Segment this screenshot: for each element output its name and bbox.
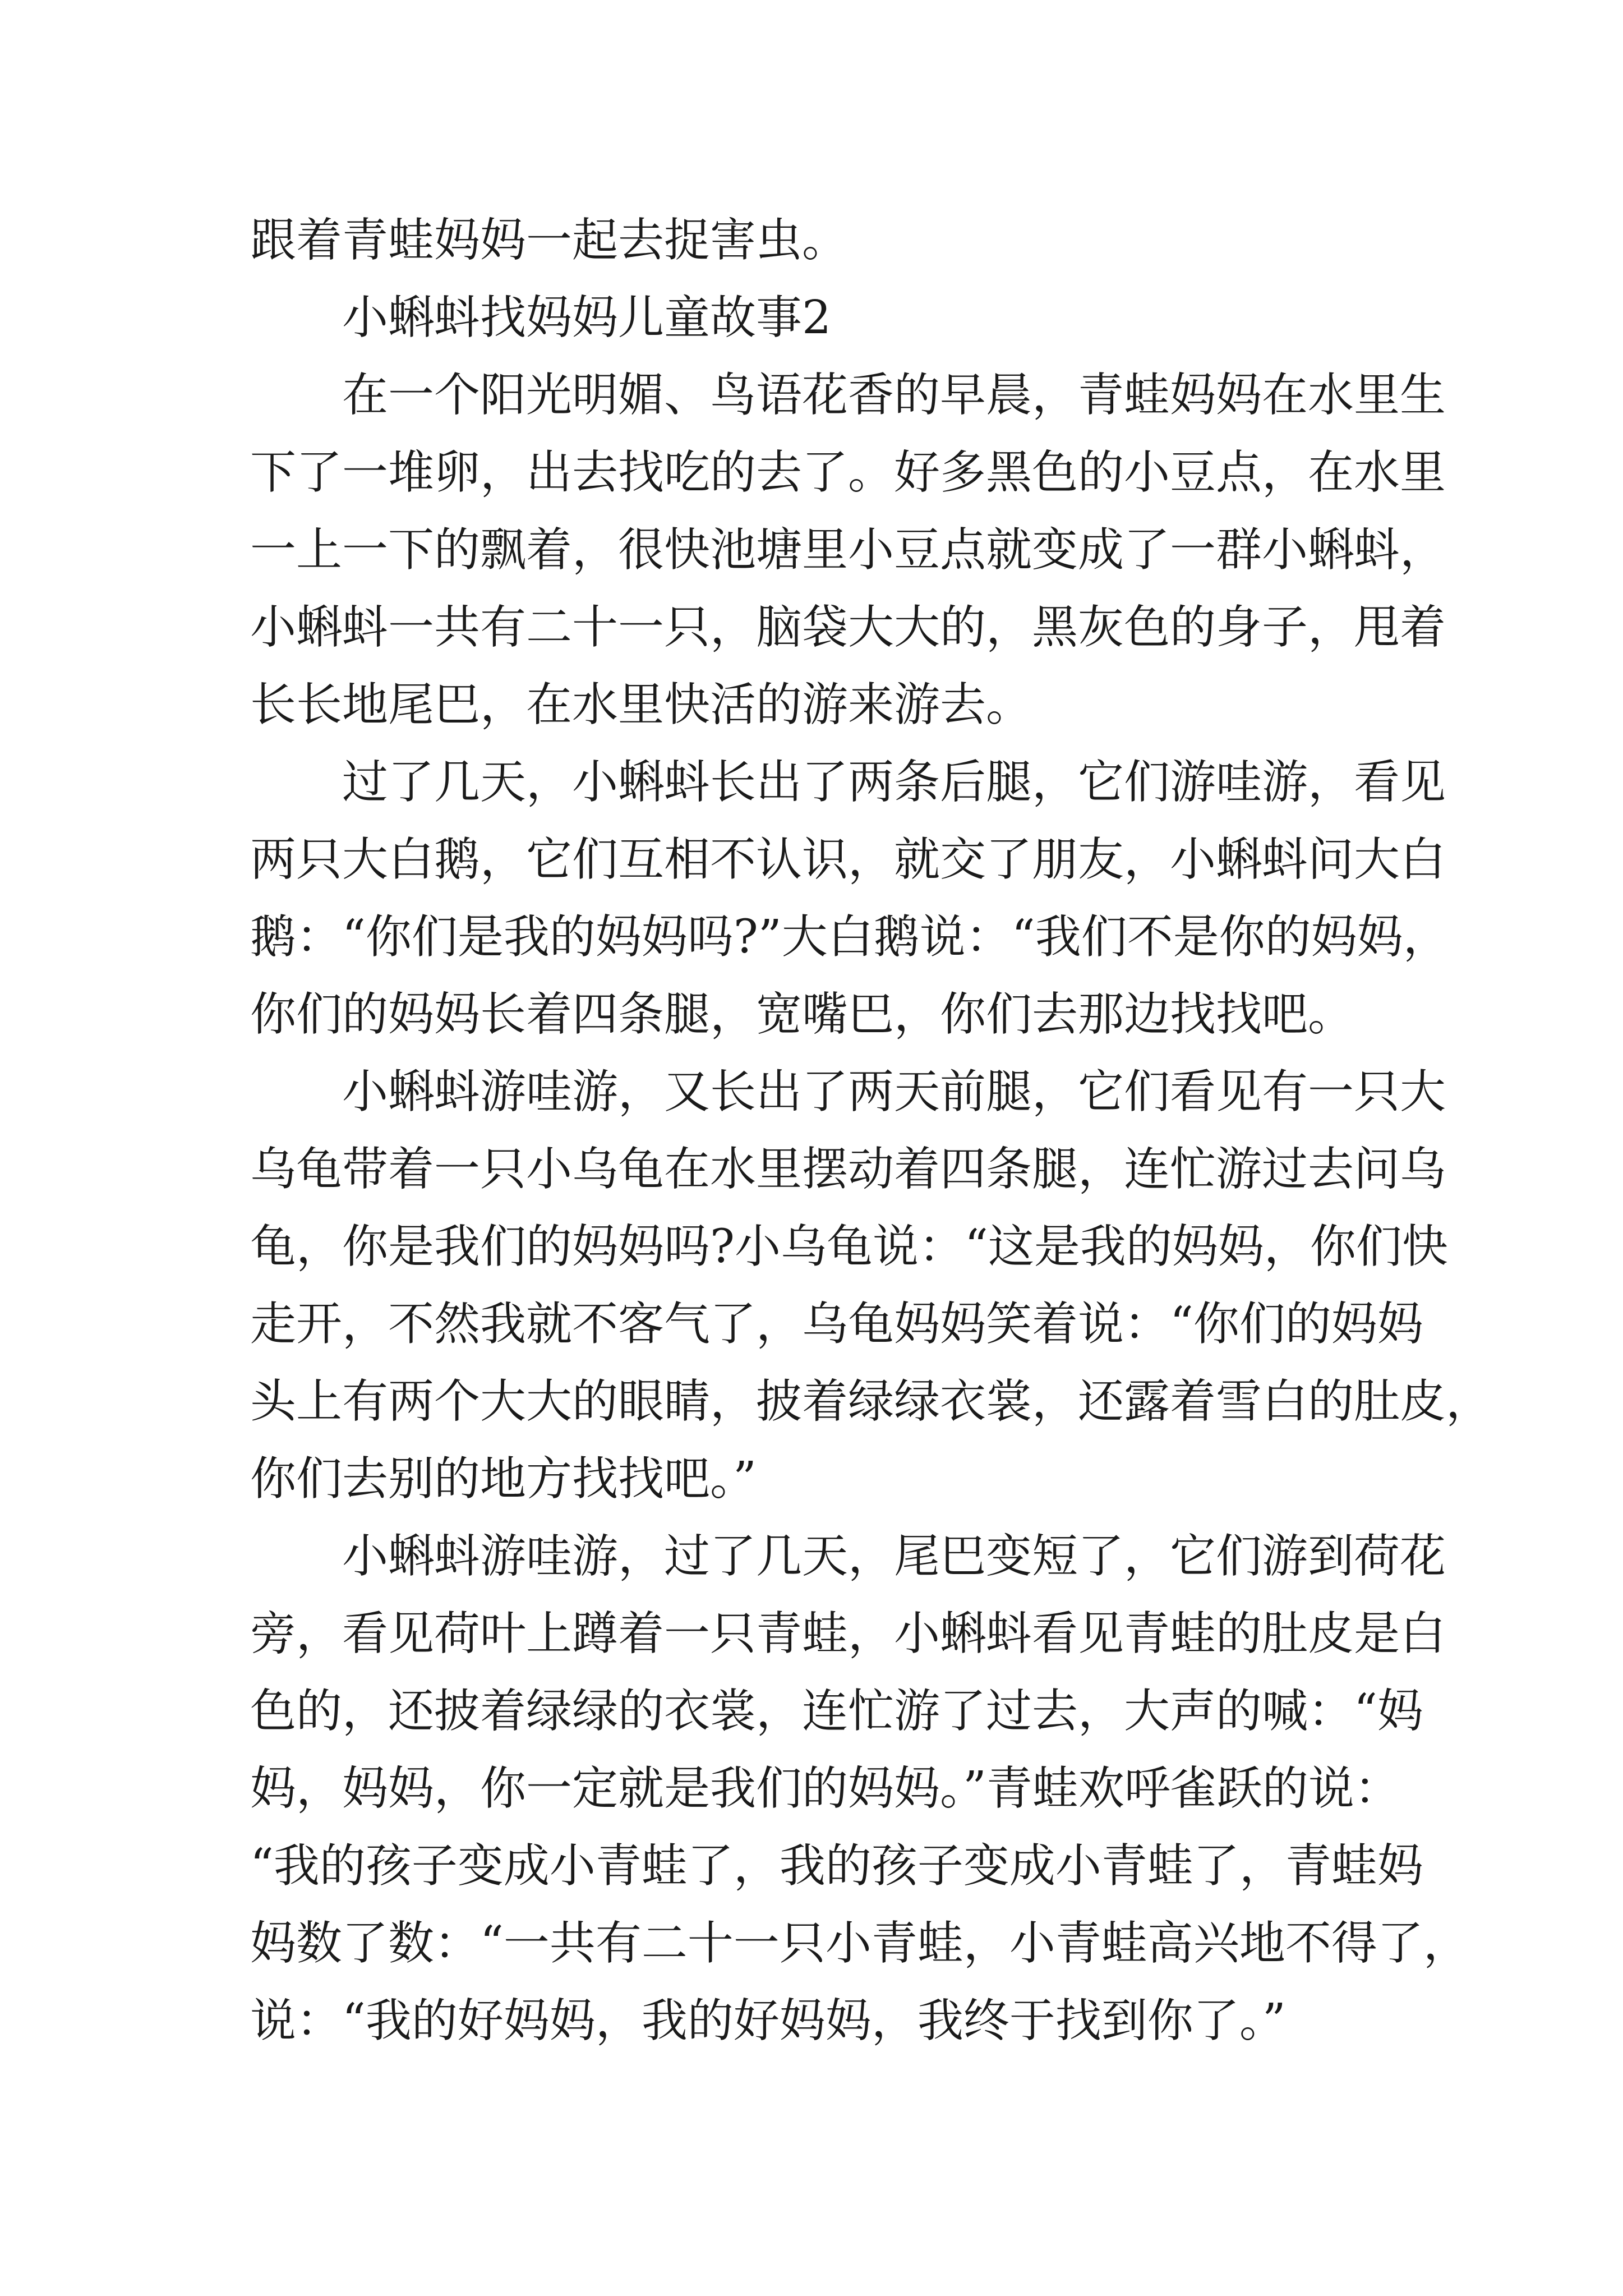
- text-line: 长长地尾巴，在水里快活的游来游去。: [250, 678, 1032, 731]
- text-line: 小蝌蚪一共有二十一只，脑袋大大的，黑灰色的身子，甩着: [250, 601, 1446, 654]
- paragraph-start-line: 小蝌蚪游哇游，又长出了两天前腿，它们看见有一只大: [342, 1065, 1446, 1119]
- text-line: 妈数了数：“一共有二十一只小青蛙，小青蛙高兴地不得了，: [250, 1917, 1469, 1970]
- story-text: [250, 202, 1492, 2060]
- text-line: 头上有两个大大的眼睛，披着绿绿衣裳，还露着雪白的肚皮，: [250, 1375, 1492, 1428]
- text-line: 下了一堆卵，出去找吃的去了。好多黑色的小豆点，在水里: [250, 446, 1446, 499]
- text-line: 说：“我的好妈妈，我的好妈妈，我终于找到你了。”: [250, 1994, 1286, 2047]
- paragraph-start-line: 小蝌蚪游哇游，过了几天，尾巴变短了，它们游到荷花: [342, 1530, 1446, 1583]
- text-line: 你们的妈妈长着四条腿，宽嘴巴，你们去那边找找吧。: [250, 988, 1354, 1041]
- text-line: 龟，你是我们的妈妈吗?小乌龟说：“这是我的妈妈，你们快: [250, 1220, 1448, 1273]
- text-line: 跟着青蛙妈妈一起去捉害虫。: [250, 214, 849, 267]
- text-line: 乌龟带着一只小乌龟在水里摆动着四条腿，连忙游过去问乌: [250, 1143, 1446, 1196]
- text-line: 色的，还披着绿绿的衣裳，连忙游了过去，大声的喊：“妈: [250, 1685, 1423, 1738]
- text-line: “我的孩子变成小青蛙了，我的孩子变成小青蛙了，青蛙妈: [250, 1839, 1423, 1893]
- paragraph-start-line: 过了几天，小蝌蚪长出了两条后腿，它们游哇游，看见: [342, 756, 1446, 809]
- text-line: 走开，不然我就不客气了，乌龟妈妈笑着说：“你们的妈妈: [250, 1297, 1423, 1351]
- text-line: 鹅：“你们是我的妈妈吗?”大白鹅说：“我们不是你的妈妈，: [250, 910, 1449, 964]
- paragraph-start-line: 在一个阳光明媚、鸟语花香的早晨，青蛙妈妈在水里生: [342, 369, 1446, 422]
- text-line: 你们去别的地方找找吧。”: [250, 1452, 757, 1506]
- text-line: 两只大白鹅，它们互相不认识，就交了朋友，小蝌蚪问大白: [250, 833, 1446, 886]
- text-line: 一上一下的飘着，很快池塘里小豆点就变成了一群小蝌蚪，: [250, 523, 1446, 577]
- text-line: 妈，妈妈，你一定就是我们的妈妈。”青蛙欢呼雀跃的说：: [250, 1762, 1400, 1815]
- story-title: 小蝌蚪找妈妈儿童故事2: [342, 291, 832, 344]
- text-line: 旁，看见荷叶上蹲着一只青蛙，小蝌蚪看见青蛙的肚皮是白: [250, 1607, 1446, 1660]
